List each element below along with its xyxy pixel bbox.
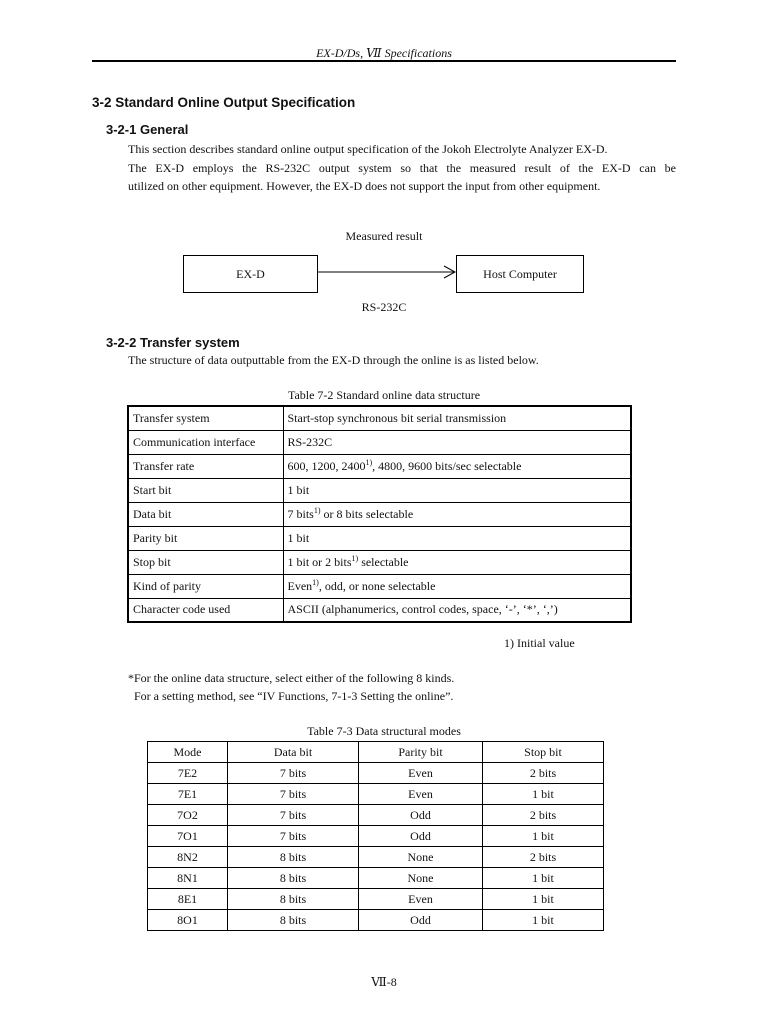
table-row [148,847,604,868]
transfer-intro: The structure of data outputtable from the EX-D through the online is as listed below. [128,353,539,367]
table-cell: 7 bits [228,826,359,847]
table-cell: 8 bits [228,889,359,910]
table-cell: Even [359,784,483,805]
table-row [148,889,604,910]
row-item: Stop bit [128,550,283,574]
table-cell: Even [359,763,483,784]
value-text: selectable [358,554,409,569]
running-header: EX-D/Ds, Ⅶ Specifications [316,46,452,60]
table-cell: None [359,868,483,889]
table1-caption: Table 7-2 Standard online data structure [287,388,481,402]
table-row [148,868,604,889]
note-line-1: *For the online data structure, select either of the following 8 kinds. [128,671,455,685]
table-cell: Odd [359,910,483,931]
ex-d-box: EX-D [183,255,318,293]
column-header: Parity bit [359,742,483,763]
row-item: Start bit [128,478,283,502]
table-cell: 7 bits [228,805,359,826]
row-value [283,454,631,478]
table2-caption: Table 7-3 Data structural modes [307,724,461,738]
section-title: 3-2 Standard Online Output Specification [92,95,356,110]
footnote-marker: 1) [351,553,359,563]
row-item: Communication interface [128,430,283,454]
table-cell: 8O1 [148,910,228,931]
value-text: or 8 bits selectable [320,506,414,521]
row-value: 1 bit [283,478,631,502]
table-cell: 8 bits [228,910,359,931]
general-line-3: utilized on other equipment. However, the EX-D does not support the input from other equipment. [128,179,601,193]
table-cell: 1 bit [483,868,604,889]
table-cell: None [359,847,483,868]
table-cell: 7E2 [148,763,228,784]
table-row [148,805,604,826]
table-row [128,430,631,454]
table-cell: 1 bit [483,889,604,910]
row-item: Character code used [128,598,283,622]
row-value [283,550,631,574]
table-cell: 8 bits [228,868,359,889]
column-header: Data bit [228,742,359,763]
table-row [128,406,631,430]
header-rule [92,60,676,62]
table-row [128,574,631,598]
row-value [283,574,631,598]
standard-data-structure-table [127,405,632,623]
table-row [128,478,631,502]
column-header: Mode [148,742,228,763]
note-line-2: For a setting method, see “IV Functions, 7-1-3 Setting the online”. [134,689,454,703]
table-cell: 8N1 [148,868,228,889]
table-row [148,784,604,805]
row-value: RS-232C [283,430,631,454]
table-cell: 8N2 [148,847,228,868]
table-header-row [148,742,604,763]
row-item: Data bit [128,502,283,526]
value-text: 600, 1200, 2400 [287,458,366,473]
row-item: Transfer rate [128,454,283,478]
table-cell: 7O2 [148,805,228,826]
table-cell: 7 bits [228,763,359,784]
data-structural-modes-table [147,741,604,931]
row-value [283,502,631,526]
row-value: ASCII (alphanumerics, control codes, space, ‘-’, ‘*’, ‘,’) [283,598,631,622]
general-line-2: The EX-D employs the RS-232C output system so that the measured result of the EX-D can be [128,160,676,175]
table-cell: 1 bit [483,826,604,847]
row-item: Transfer system [128,406,283,430]
row-item: Kind of parity [128,574,283,598]
value-text: 7 bits [287,506,314,521]
value-text: 1 bit or 2 bits [287,554,352,569]
table-cell: Odd [359,805,483,826]
value-text: Even [287,578,313,593]
table-cell: 7O1 [148,826,228,847]
table-cell: 7 bits [228,784,359,805]
table-row [128,526,631,550]
table1-footnote: 1) Initial value [504,636,575,650]
footnote-marker: 1) [313,505,321,515]
general-paragraph [128,140,676,196]
table-cell: 2 bits [483,805,604,826]
table-row [128,550,631,574]
row-item: Parity bit [128,526,283,550]
table-row [148,826,604,847]
diagram-bottom-label: RS-232C [361,300,407,314]
table-row [128,598,631,622]
general-line-1: This section describes standard online output specification of the Jokoh Electrolyte Analyzer EX-D. [128,142,608,156]
table-cell: 7E1 [148,784,228,805]
table-cell: 2 bits [483,847,604,868]
table-row [128,502,631,526]
transfer-title: 3-2-2 Transfer system [106,335,240,350]
host-computer-box: Host Computer [456,255,584,293]
value-text: , odd, or none selectable [318,578,436,593]
row-value: Start-stop synchronous bit serial transmission [283,406,631,430]
table-cell: 8E1 [148,889,228,910]
table-cell: 1 bit [483,784,604,805]
table-row [148,763,604,784]
table-cell: 1 bit [483,910,604,931]
row-value: 1 bit [283,526,631,550]
page-number: Ⅶ-8 [371,975,397,989]
table-cell: Even [359,889,483,910]
general-title: 3-2-1 General [106,122,189,137]
table-cell: 2 bits [483,763,604,784]
value-text: , 4800, 9600 bits/sec selectable [372,458,522,473]
footnote-marker: 1) [365,457,373,467]
table-row [148,910,604,931]
diagram-top-label: Measured result [345,229,423,243]
arrow-icon [318,264,458,280]
table-cell: 8 bits [228,847,359,868]
column-header: Stop bit [483,742,604,763]
table-cell: Odd [359,826,483,847]
table-row [128,454,631,478]
footnote-marker: 1) [312,577,319,587]
